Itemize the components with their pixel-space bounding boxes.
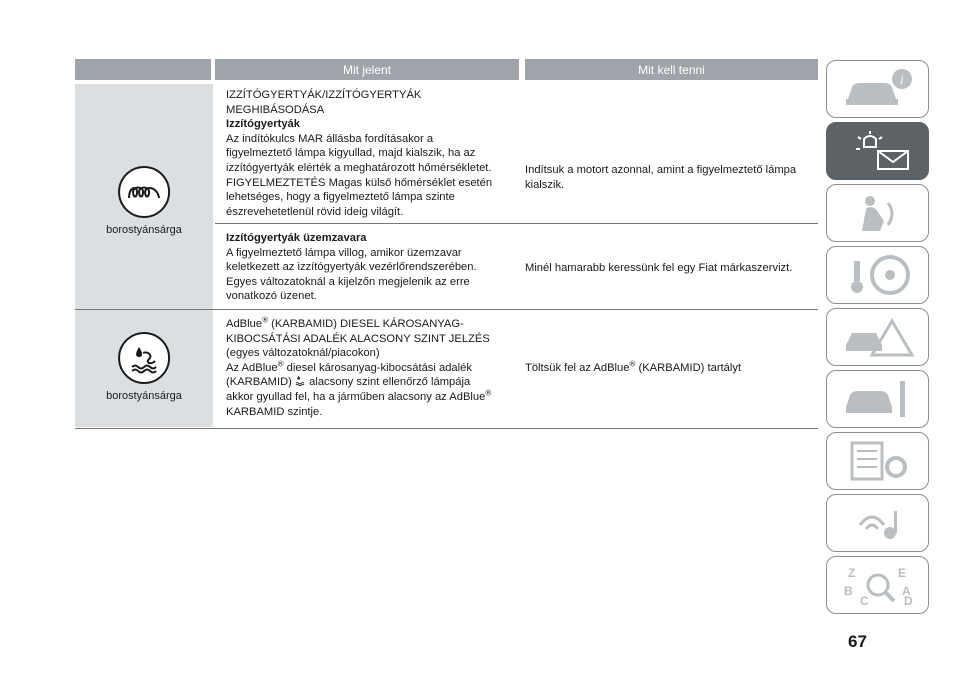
text-line: KIBOCSÁTÁSI ADALÉK ALACSONY SZINT JELZÉS: [226, 332, 490, 345]
text-line: Minél hamarabb keressünk fel egy Fiat márkaszervizt.: [525, 262, 793, 274]
key-steering-wheel-icon[interactable]: [826, 246, 929, 304]
subheading: Izzítógyertyák üzemzavara: [226, 232, 367, 244]
technical-data-icon[interactable]: [826, 432, 929, 490]
row-divider: [75, 309, 818, 310]
text-line: [226, 317, 522, 332]
text-line: FIGYELMEZTETÉS Magas külső hőmérséklet esetén: [226, 176, 493, 189]
glow-plug-warning-icon: [118, 166, 170, 218]
svg-text:C: C: [859, 594, 869, 607]
text-span: Töltsük fel az AdBlue: [525, 362, 630, 374]
meaning-text: [226, 231, 522, 304]
color-label: borostyánsárga: [106, 224, 182, 236]
svg-text:i: i: [899, 72, 904, 87]
text-line: keletkezett az izzítógyertyák vezérlőrendszerében.: [226, 261, 477, 274]
action-text: [525, 163, 818, 192]
svg-text:Z: Z: [847, 566, 855, 580]
row-divider: [75, 428, 818, 429]
action-text: [525, 361, 818, 376]
text-line: Az indítókulcs MAR állásba fordításakor a: [226, 132, 434, 145]
alphabetical-index-icon[interactable]: [826, 556, 929, 614]
registered-mark: ®: [485, 388, 492, 398]
adblue-low-level-icon: [118, 332, 170, 384]
svg-text:D: D: [903, 594, 913, 607]
meaning-text: [226, 317, 522, 419]
header-action: Mit kell tenni: [525, 59, 818, 80]
text-span: alacsony szint ellenőrző lámpája: [306, 376, 471, 389]
multimedia-icon[interactable]: [826, 494, 929, 552]
text-span: (KARBAMID): [226, 376, 295, 389]
row-divider: [215, 223, 818, 224]
adblue-inline-icon: [295, 375, 306, 386]
car-maintenance-icon[interactable]: [826, 370, 929, 428]
text-line: észrevehetetlenül rövid ideig világít.: [226, 205, 404, 218]
text-line: Egyes változatoknál a kijelzőn megjelenik az erre: [226, 275, 470, 288]
color-label: borostyánsárga: [106, 390, 182, 402]
text-line: [525, 361, 818, 376]
title-line: IZZÍTÓGYERTYÁK/IZZÍTÓGYERTYÁK: [226, 89, 422, 101]
subheading: Izzítógyertyák: [226, 118, 300, 131]
text-span: akkor gyullad fel, ha a járműben alacsony az AdBlue: [226, 390, 486, 403]
text-line: [226, 361, 522, 376]
text-span: diesel károsanyag-kibocsátási adalék: [283, 361, 472, 374]
text-line: (egyes változatoknál/piacokon): [226, 347, 380, 360]
text-line: [226, 390, 522, 405]
text-line: figyelmeztető lámpa kigyullad, majd kialszik, ha az: [226, 147, 476, 160]
text-line: izzítógyertyák elérték a meghatározott hőmérsékletet.: [226, 161, 492, 174]
text-line: [226, 375, 522, 390]
text-span: (KARBAMID) tartályt: [635, 362, 742, 374]
table-row: [75, 231, 818, 311]
text-line: KARBAMID szintje.: [226, 405, 323, 418]
svg-text:E: E: [897, 566, 906, 580]
text-line: kialszik.: [525, 178, 565, 191]
header-icon-col: [75, 59, 211, 80]
page-number: 67: [848, 632, 867, 651]
text-span: (KARBAMID) DIESEL KÁROSANYAG-: [267, 318, 464, 330]
text-line: Indítsuk a motort azonnal, amint a figyelmeztető lámpa: [525, 164, 797, 176]
text-span: AdBlue: [226, 318, 263, 330]
road-emergency-icon[interactable]: [826, 308, 929, 366]
svg-text:A: A: [901, 584, 911, 598]
text-line: lehetséges, hogy a figyelmeztető lámpa szinte: [226, 191, 455, 204]
meaning-text: [226, 88, 522, 219]
text-span: Az AdBlue: [226, 361, 278, 374]
text-line: vonatkozó üzenet.: [226, 290, 317, 303]
header-meaning: Mit jelent: [215, 59, 519, 80]
warning-lights-icon[interactable]: [826, 122, 929, 180]
text-line: A figyelmeztető lámpa villog, amikor üzemzavar: [226, 246, 462, 259]
airbag-seatbelt-icon[interactable]: [826, 184, 929, 242]
action-text: [525, 261, 818, 276]
registered-mark: ®: [277, 359, 284, 369]
registered-mark: ®: [629, 359, 636, 369]
title-line: MEGHIBÁSODÁSA: [226, 103, 325, 116]
svg-text:B: B: [843, 584, 853, 598]
table-row: [75, 317, 818, 429]
car-info-icon[interactable]: [826, 60, 929, 118]
registered-mark: ®: [262, 315, 268, 325]
